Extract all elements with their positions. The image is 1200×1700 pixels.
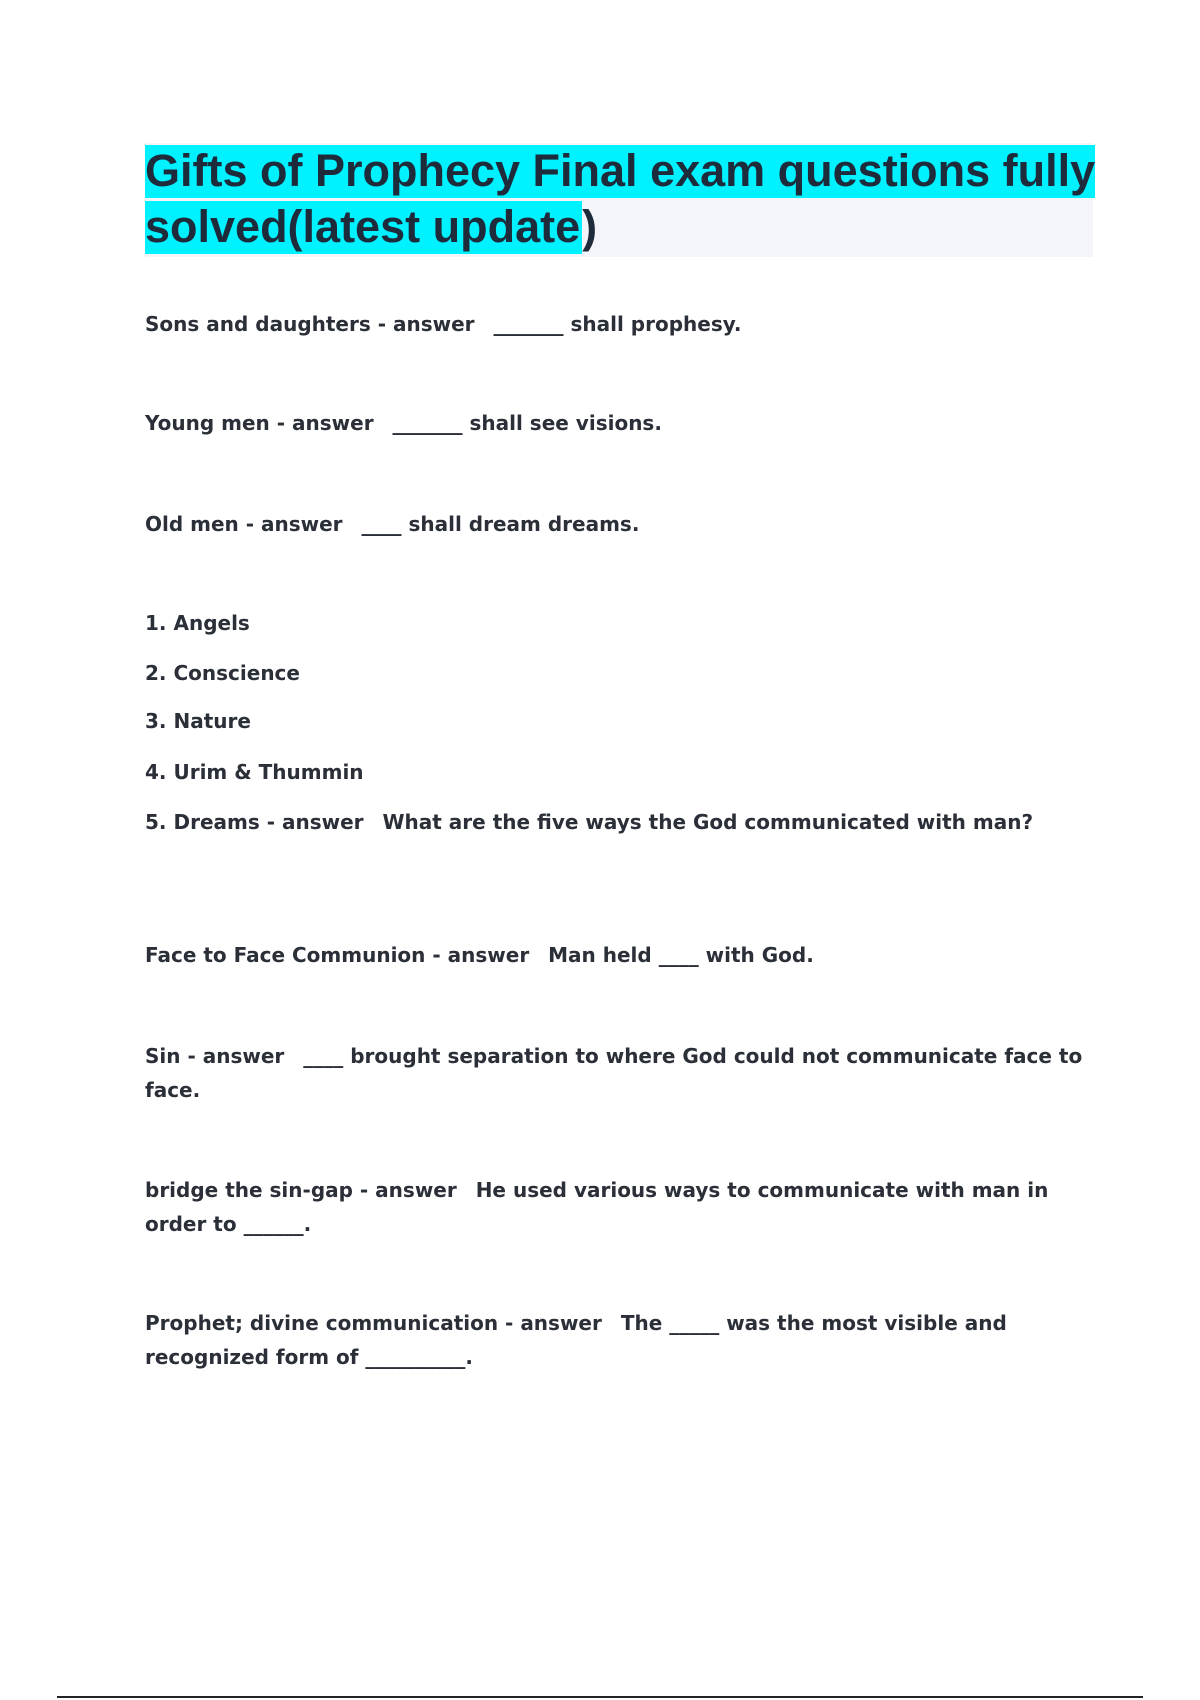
qa-item-five-ways [145, 805, 1095, 839]
qa-item-2 [145, 406, 1095, 440]
answer-text: Sons and daughters - answer [145, 312, 475, 336]
question-text: He used various ways to communicate with man in order to ______. [145, 1178, 1056, 1236]
question-text: What are the five ways the God communicated with man? [382, 810, 1034, 834]
answer-text: Sin - answer [145, 1044, 285, 1068]
qa-item-5 [145, 1039, 1095, 1107]
qa-item-1 [145, 307, 1095, 341]
answer-text: 5. Dreams - answer [145, 810, 364, 834]
question-text: ____ brought separation to where God could not communicate face to face. [145, 1044, 1090, 1102]
list-item-4: 4. Urim & Thummin [145, 760, 364, 784]
question-text: ____ shall dream dreams. [361, 512, 640, 536]
question-text: _______ shall prophesy. [493, 312, 742, 336]
answer-text: Face to Face Communion - answer [145, 943, 530, 967]
answer-text: bridge the sin-gap - answer [145, 1178, 457, 1202]
list-item-3: 3. Nature [145, 709, 251, 733]
qa-item-3 [145, 507, 1095, 541]
question-text: _______ shall see visions. [392, 411, 662, 435]
answer-text: Young men - answer [145, 411, 374, 435]
page-title [145, 143, 1105, 255]
footer-divider [57, 1696, 1143, 1698]
question-text: The _____ was the most visible and recognized form of __________. [145, 1311, 1014, 1369]
answer-text: Old men - answer [145, 512, 343, 536]
qa-item-7 [145, 1306, 1095, 1374]
list-item-2: 2. Conscience [145, 661, 300, 685]
answer-text: Prophet; divine communication - answer [145, 1311, 602, 1335]
title-highlight: Gifts of Prophecy Final exam questions fully solved(latest update [145, 145, 1096, 252]
qa-item-4 [145, 938, 1095, 972]
question-text: Man held ____ with God. [548, 943, 814, 967]
title-closing-paren: ) [582, 201, 598, 252]
qa-item-6 [145, 1173, 1095, 1241]
list-item-1: 1. Angels [145, 611, 250, 635]
